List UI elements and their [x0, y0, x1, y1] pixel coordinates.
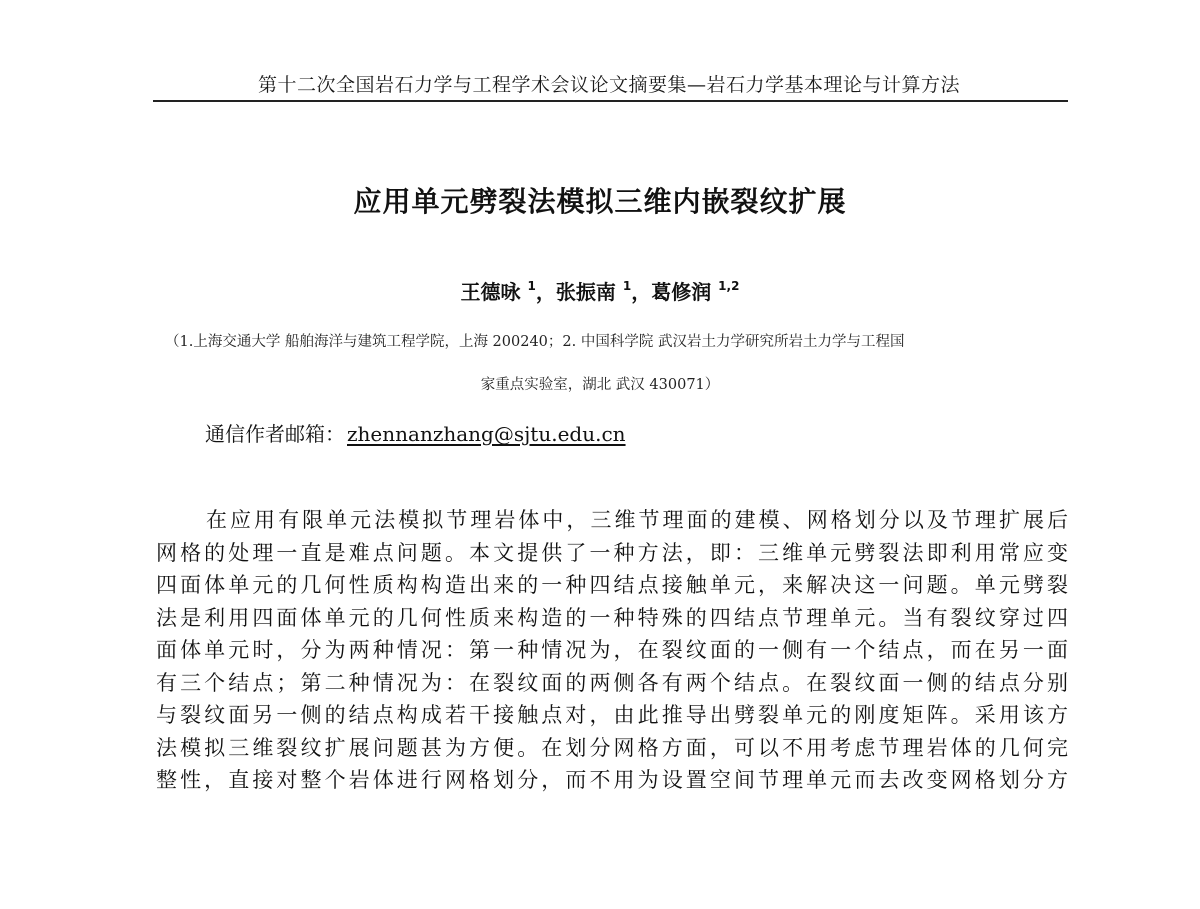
- abstract-line: 与裂纹面另一侧的结点构成若干接触点对，由此推导出劈裂单元的刚度矩阵。采用该方: [156, 703, 1068, 727]
- abstract-line: 在应用有限单元法模拟节理岩体中，三维节理面的建模、网格划分以及节理扩展后: [206, 508, 1068, 532]
- paper-title: 应用单元劈裂法模拟三维内嵌裂纹扩展: [353, 185, 847, 218]
- author-name: 王德咏: [460, 280, 521, 304]
- abstract-line: 法是利用四面体单元的几何性质来构造的一种特殊的四结点节理单元。当有裂纹穿过四: [156, 605, 1068, 630]
- abstract-line: 四面体单元的几何性质构构造出来的一种四结点接触单元，来解决这一问题。单元劈裂: [156, 573, 1068, 597]
- author-separator: ，: [631, 280, 652, 304]
- affiliation-line-1: （1.上海交通大学 船舶海洋与建筑工程学院，上海 200240；2. 中国科学院 武汉岩土力学研究所岩土力学与工程国: [165, 334, 905, 350]
- abstract-line: 网格的处理一直是难点问题。本文提供了一种方法，即：三维单元劈裂法即利用常应变: [156, 540, 1068, 565]
- header-rule: [153, 100, 1068, 102]
- author-name: 葛修润: [651, 280, 712, 304]
- contact-email-link[interactable]: zhennanzhang@sjtu.edu.cn: [347, 422, 626, 446]
- author-list: [0, 276, 1200, 305]
- author-affiliation-mark: 1: [622, 279, 632, 293]
- abstract-line: 有三个结点；第二种情况为：在裂纹面的两侧各有两个结点。在裂纹面一侧的结点分别: [156, 670, 1068, 695]
- contact-info: [205, 418, 626, 447]
- abstract-line: 面体单元时，分为两种情况：第一种情况为，在裂纹面的一侧有一个结点，而在另一面: [156, 638, 1068, 662]
- abstract-body: [156, 504, 1068, 797]
- author-name: 张振南: [555, 280, 616, 304]
- author-separator: ，: [535, 280, 556, 304]
- contact-label: 通信作者邮箱：: [205, 422, 345, 446]
- abstract-line: 法模拟三维裂纹扩展问题甚为方便。在划分网格方面，可以不用考虑节理岩体的几何完: [156, 735, 1068, 760]
- author-affiliation-mark: 1,2: [718, 279, 740, 293]
- affiliation-line-2: 家重点实验室，湖北 武汉 430071）: [480, 377, 720, 393]
- running-header: 第十二次全国岩石力学与工程学术会议论文摘要集—岩石力学基本理论与计算方法: [257, 74, 960, 96]
- abstract-line: 整性，直接对整个岩体进行网格划分，而不用为设置空间节理单元而去改变网格划分方: [156, 768, 1068, 792]
- author-affiliation-mark: 1: [527, 279, 536, 293]
